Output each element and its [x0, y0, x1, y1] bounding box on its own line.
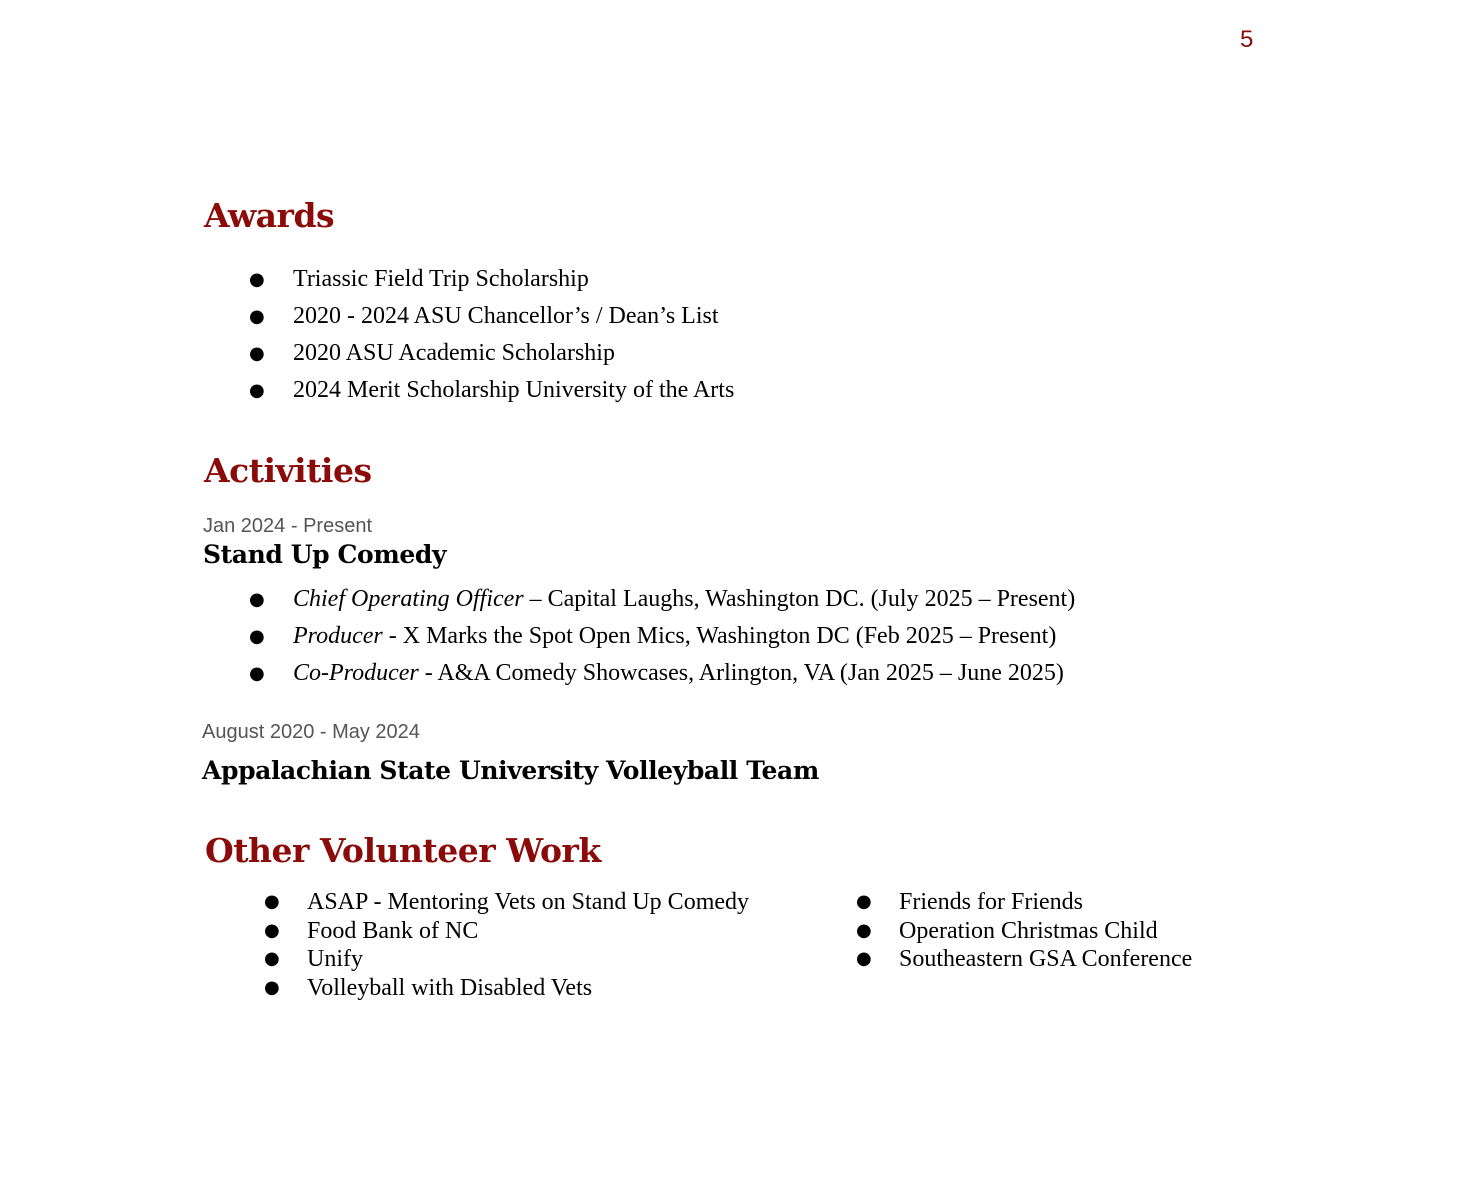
- awards-heading: Awards: [204, 196, 335, 235]
- bullet-icon: ●: [856, 891, 872, 912]
- volunteer-list-right: [856, 888, 1192, 974]
- role-title: Chief Operating Officer: [293, 586, 524, 612]
- role-detail: - X Marks the Spot Open Mics, Washington DC (Feb 2025 – Present): [382, 623, 1057, 649]
- list-item: [264, 917, 749, 946]
- activity-date: August 2020 - May 2024: [202, 721, 420, 743]
- volunteer-heading: Other Volunteer Work: [205, 831, 601, 870]
- volunteer-text: ASAP - Mentoring Vets on Stand Up Comedy: [307, 889, 750, 915]
- award-text: Triassic Field Trip Scholarship: [293, 266, 589, 292]
- volunteer-text: Food Bank of NC: [307, 917, 479, 944]
- list-item: [249, 263, 734, 300]
- volunteer-list-left: [264, 888, 749, 1002]
- list-item: [249, 657, 1075, 694]
- award-text: 2020 ASU Academic Scholarship: [293, 340, 615, 366]
- list-item: [249, 620, 1075, 657]
- award-text: 2024 Merit Scholarship University of the Arts: [293, 377, 735, 403]
- role-title: Co-Producer: [293, 660, 419, 686]
- comedy-roles-list: [249, 583, 1075, 694]
- award-text: 2020 - 2024 ASU Chancellor’s / Dean’s List: [293, 303, 719, 329]
- list-item: [249, 583, 1075, 620]
- bullet-icon: ●: [264, 948, 280, 969]
- role-detail: – Capital Laughs, Washington DC. (July 2025 – Present): [523, 586, 1076, 612]
- bullet-icon: ●: [264, 891, 280, 912]
- list-item: [249, 300, 734, 337]
- bullet-icon: ●: [249, 343, 265, 364]
- bullet-icon: ●: [856, 948, 872, 969]
- bullet-icon: ●: [249, 269, 265, 290]
- list-item: [264, 888, 749, 917]
- bullet-icon: ●: [856, 919, 872, 941]
- list-item: [856, 917, 1192, 946]
- activities-heading: Activities: [204, 451, 372, 490]
- list-item: [856, 888, 1192, 917]
- list-item: [264, 974, 749, 1003]
- list-item: [264, 945, 749, 974]
- bullet-icon: ●: [249, 589, 265, 610]
- bullet-icon: ●: [249, 663, 265, 684]
- activity-title: Stand Up Comedy: [203, 540, 447, 569]
- role-detail: - A&A Comedy Showcases, Arlington, VA (Jan 2025 – June 2025): [418, 660, 1064, 686]
- volunteer-text: Operation Christmas Child: [899, 917, 1158, 944]
- bullet-icon: ●: [249, 380, 265, 401]
- bullet-icon: ●: [264, 919, 280, 941]
- bullet-icon: ●: [249, 626, 265, 647]
- list-item: [249, 374, 734, 411]
- volunteer-text: Unify: [307, 946, 363, 972]
- activity-title: Appalachian State University Volleyball Team: [202, 756, 819, 785]
- role-title: Producer: [293, 623, 383, 649]
- bullet-icon: ●: [264, 976, 280, 998]
- list-item: [856, 945, 1192, 974]
- activity-date: Jan 2024 - Present: [203, 515, 372, 537]
- page-number: 5: [1240, 26, 1254, 53]
- volunteer-text: Friends for Friends: [899, 889, 1083, 915]
- volunteer-text: Volleyball with Disabled Vets: [307, 974, 593, 1001]
- list-item: [249, 337, 734, 374]
- awards-list: [249, 263, 734, 411]
- volunteer-text: Southeastern GSA Conference: [899, 946, 1193, 972]
- bullet-icon: ●: [249, 306, 265, 327]
